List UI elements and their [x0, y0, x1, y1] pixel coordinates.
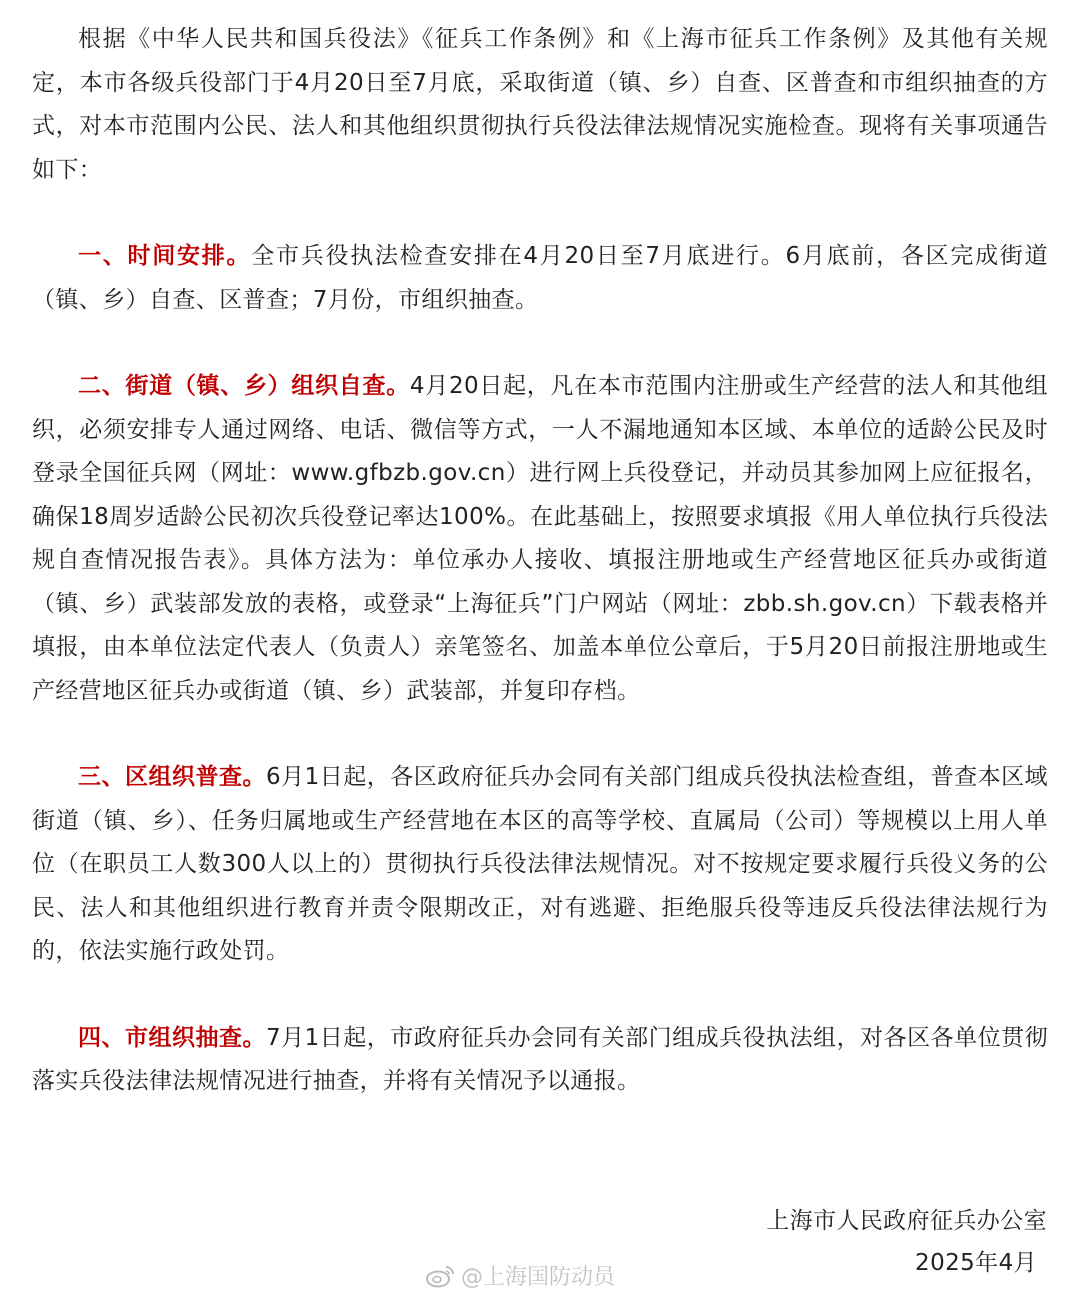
item4-heading: 四、市组织抽查。 [78, 1024, 266, 1051]
item1-heading: 一、时间安排。 [78, 243, 252, 269]
intro-text: 根据《中华人民共和国兵役法》《征兵工作条例》和《上海市征兵工作条例》及其他有关规定，本市各级兵役部门于4月20日至7月底，采取街道（镇、乡）自查、区普查和市组织抽查的方式，对本市范围内公民、法人和其他组织贯彻执行兵役法律法规情况实施检查。现将有关事项通告如下： [32, 26, 1048, 183]
item1-paragraph [32, 235, 1048, 322]
signature-block [766, 1200, 1047, 1284]
item4-paragraph [32, 1017, 1048, 1104]
watermark [425, 1260, 615, 1291]
item3-body: 6月1日起，各区政府征兵办会同有关部门组成兵役执法检查组，普查本区域街道（镇、乡）、任务归属地或生产经营地在本区的高等学校、直属局（公司）等规模以上用人单位（在职员工人数300人以上的）贯彻执行兵役法律法规情况。对不按规定要求履行兵役义务的公民、法人和其他组织进行教育并责令限期改正，对有逃避、拒绝服兵役等违反兵役法律法规行为的，依法实施行政处罚。 [32, 764, 1048, 964]
watermark-text: @上海国防动员 [461, 1265, 616, 1290]
item3-paragraph [32, 756, 1048, 974]
weibo-icon [425, 1264, 455, 1288]
signature-date: 2025年4月 [915, 1250, 1037, 1276]
notice-document [32, 18, 1048, 1104]
intro-paragraph [32, 18, 1048, 192]
item3-heading: 三、区组织普查。 [78, 764, 266, 790]
item4-body: 7月1日起，市政府征兵办会同有关部门组成兵役执法组，对各区各单位贯彻落实兵役法律法规情况进行抽查，并将有关情况予以通报。 [32, 1024, 1048, 1094]
item2-body: 4月20日起，凡在本市范围内注册或生产经营的法人和其他组织，必须安排专人通过网络、电话、微信等方式，一人不漏地通知本区域、本单位的适龄公民及时登录全国征兵网（网址：www.gfbzb.gov.cn）进行网上兵役登记，并动员其参加网上应征报名，确保18周岁适龄公民初次兵役登记率达100%。在此基础上，按照要求填报《用人单位执行兵役法规自查情况报告表》。具体方法为：单位承办人接收、填报注册地或生产经营地区征兵办或街道（镇、乡）武装部发放的表格，或登录“上海征兵”门户网站（网址：zbb.sh.gov.cn）下载表格并填报，由本单位法定代表人（负责人）亲笔签名、加盖本单位公章后，于5月20日前报注册地或生产经营地区征兵办或街道（镇、乡）武装部，并复印存档。 [32, 373, 1048, 704]
item1-body: 全市兵役执法检查安排在4月20日至7月底进行。6月底前，各区完成街道（镇、乡）自查、区普查；7月份，市组织抽查。 [32, 243, 1048, 313]
signature-org: 上海市人民政府征兵办公室 [766, 1208, 1047, 1234]
item2-paragraph [32, 365, 1048, 713]
item2-heading: 二、街道（镇、乡）组织自查。 [78, 373, 410, 399]
